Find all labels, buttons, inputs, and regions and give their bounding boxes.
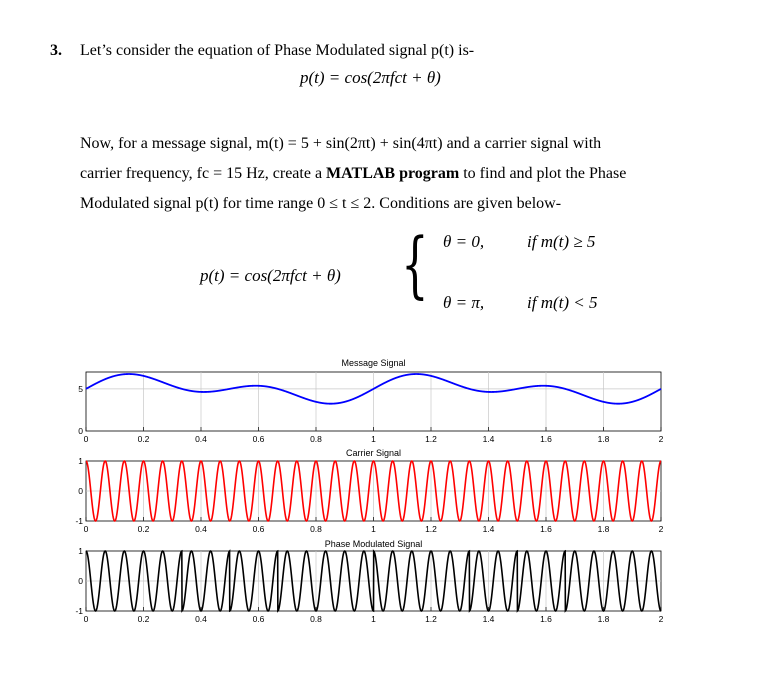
y-tick-label: 0 [78, 426, 83, 436]
x-tick-label: 0.6 [252, 614, 265, 624]
x-tick-label: 1 [371, 614, 376, 624]
x-tick-label: 0.8 [310, 614, 322, 624]
y-tick-label: -1 [75, 516, 83, 526]
piecewise-brace: { [401, 222, 429, 306]
x-tick-label: 0.8 [310, 524, 322, 534]
paragraph-line-1: Now, for a message signal, m(t) = 5 + sin(2πt) + sin(4πt) and a carrier signal with [80, 135, 602, 152]
y-tick-label: 1 [78, 546, 83, 556]
x-tick-label: 1.4 [482, 524, 495, 534]
x-tick-label: 0.4 [195, 614, 207, 624]
x-tick-label: 0.2 [137, 524, 150, 534]
plot-title-1: Message Signal [341, 358, 406, 368]
case2-condition: if m(t) < 5 [527, 293, 598, 312]
y-tick-label: 0 [78, 486, 83, 496]
case2-value: θ = π, [443, 293, 485, 312]
x-tick-label: 1.8 [597, 614, 610, 624]
x-tick-label: 0.6 [252, 434, 265, 444]
case1-condition: if m(t) ≥ 5 [527, 232, 596, 251]
x-tick-label: 1.8 [597, 434, 610, 444]
x-tick-label: 1.8 [597, 524, 610, 534]
paragraph-line-2-b: to find and plot the Phase [459, 165, 627, 182]
x-tick-label: 1.2 [425, 614, 437, 624]
x-tick-label: 2 [658, 524, 664, 534]
x-tick-label: 0 [83, 524, 89, 534]
x-tick-label: 0.2 [137, 614, 150, 624]
question-intro: Let’s consider the equation of Phase Modulated signal p(t) is- [80, 42, 475, 59]
paragraph-line-2-a: carrier frequency, fc = 15 Hz, create a [80, 165, 327, 182]
matlab-program-bold: MATLAB program [326, 165, 460, 182]
x-tick-label: 1.6 [540, 614, 552, 624]
plot-title-2: Carrier Signal [345, 448, 402, 458]
paragraph-line-3: Modulated signal p(t) for time range 0 ≤ t ≤ 2. Conditions are given below- [80, 195, 562, 212]
x-tick-label: 0.4 [195, 524, 207, 534]
plot-title-3: Phase Modulated Signal [324, 539, 423, 549]
x-tick-label: 2 [658, 614, 664, 624]
pm-equation: p(t) = cos(2πfct + θ) [300, 68, 441, 87]
x-tick-label: 0 [83, 434, 89, 444]
x-tick-label: 0.2 [137, 434, 150, 444]
x-tick-label: 1.4 [482, 434, 495, 444]
x-tick-label: 2 [658, 434, 664, 444]
x-tick-label: 0 [83, 614, 89, 624]
y-tick-label: 0 [78, 576, 83, 586]
x-tick-label: 0.6 [252, 524, 265, 534]
x-tick-label: 1.6 [540, 524, 552, 534]
x-tick-label: 0.8 [310, 434, 322, 444]
y-tick-label: 5 [78, 383, 83, 394]
x-tick-label: 1.2 [425, 434, 437, 444]
x-tick-label: 1 [371, 524, 376, 534]
piecewise-lhs: p(t) = cos(2πfct + θ) [200, 266, 341, 285]
x-tick-label: 1.4 [482, 614, 495, 624]
question-number: 3. [50, 42, 62, 59]
x-tick-label: 1.6 [540, 434, 552, 444]
case1-value: θ = 0, [443, 232, 485, 251]
y-tick-label: -1 [75, 606, 83, 616]
x-tick-label: 0.4 [195, 434, 207, 444]
y-tick-label: 1 [78, 456, 83, 466]
x-tick-label: 1.2 [425, 524, 437, 534]
x-tick-label: 1 [371, 434, 376, 444]
